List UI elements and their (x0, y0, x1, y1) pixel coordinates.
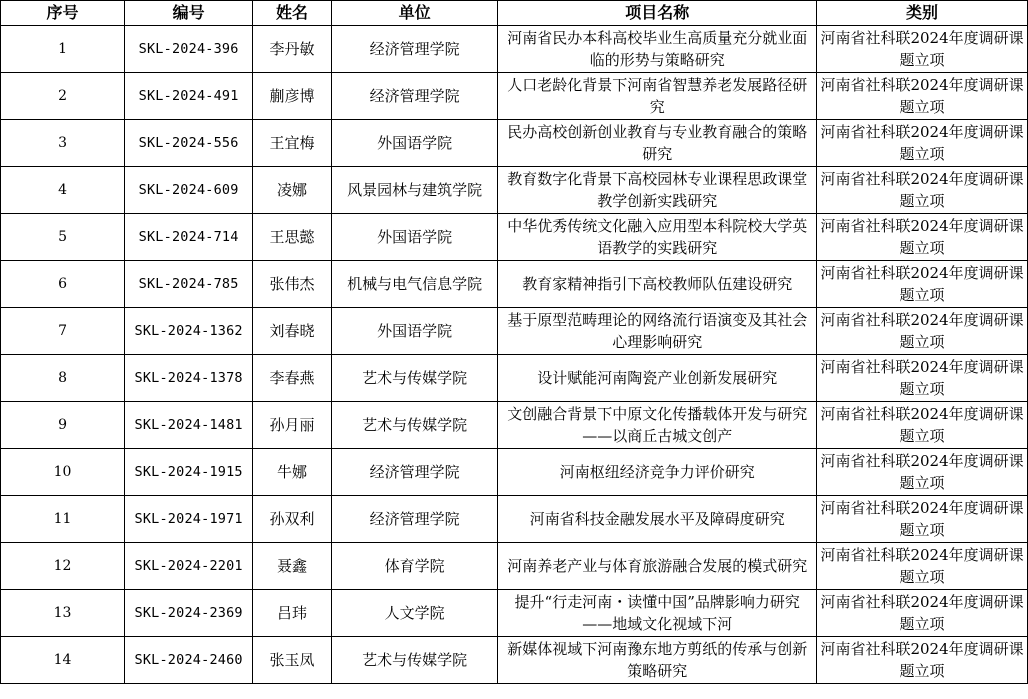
cell-category: 河南省社科联2024年度调研课题立项 (817, 167, 1028, 214)
cell-unit: 风景园林与建筑学院 (331, 167, 497, 214)
cell-unit: 外国语学院 (331, 214, 497, 261)
cell-unit: 艺术与传媒学院 (331, 355, 497, 402)
cell-seq: 5 (1, 214, 125, 261)
cell-project: 设计赋能河南陶瓷产业创新发展研究 (498, 355, 817, 402)
cell-project: 河南省科技金融发展水平及障碍度研究 (498, 496, 817, 543)
table-row (1, 543, 1028, 590)
cell-project: 提升“行走河南・读懂中国”品牌影响力研究——地域文化视域下河 (498, 590, 817, 637)
cell-seq: 12 (1, 543, 125, 590)
cell-name: 孙月丽 (253, 402, 332, 449)
cell-code: SKL-2024-609 (125, 167, 253, 214)
table-row (1, 402, 1028, 449)
cell-unit: 外国语学院 (331, 308, 497, 355)
header-seq: 序号 (1, 1, 125, 26)
cell-project: 中华优秀传统文化融入应用型本科院校大学英语教学的实践研究 (498, 214, 817, 261)
cell-project: 基于原型范畴理论的网络流行语演变及其社会心理影响研究 (498, 308, 817, 355)
cell-code: SKL-2024-491 (125, 73, 253, 120)
cell-category: 河南省社科联2024年度调研课题立项 (817, 402, 1028, 449)
cell-code: SKL-2024-2369 (125, 590, 253, 637)
cell-code: SKL-2024-785 (125, 261, 253, 308)
cell-category: 河南省社科联2024年度调研课题立项 (817, 590, 1028, 637)
cell-category: 河南省社科联2024年度调研课题立项 (817, 26, 1028, 73)
cell-seq: 3 (1, 120, 125, 167)
cell-name: 蒯彦博 (253, 73, 332, 120)
cell-unit: 机械与电气信息学院 (331, 261, 497, 308)
table-row (1, 73, 1028, 120)
cell-code: SKL-2024-1362 (125, 308, 253, 355)
table-header (1, 1, 1028, 26)
cell-seq: 7 (1, 308, 125, 355)
table-row (1, 496, 1028, 543)
cell-name: 张伟杰 (253, 261, 332, 308)
cell-name: 王思懿 (253, 214, 332, 261)
cell-seq: 14 (1, 637, 125, 684)
table-row (1, 214, 1028, 261)
header-code: 编号 (125, 1, 253, 26)
cell-unit: 经济管理学院 (331, 73, 497, 120)
cell-project: 河南省民办本科高校毕业生高质量充分就业面临的形势与策略研究 (498, 26, 817, 73)
cell-name: 李春燕 (253, 355, 332, 402)
cell-seq: 8 (1, 355, 125, 402)
cell-category: 河南省社科联2024年度调研课题立项 (817, 637, 1028, 684)
table-row (1, 590, 1028, 637)
cell-unit: 外国语学院 (331, 120, 497, 167)
table-row (1, 308, 1028, 355)
cell-category: 河南省社科联2024年度调研课题立项 (817, 73, 1028, 120)
cell-category: 河南省社科联2024年度调研课题立项 (817, 120, 1028, 167)
header-row (1, 1, 1028, 26)
cell-name: 孙双利 (253, 496, 332, 543)
cell-category: 河南省社科联2024年度调研课题立项 (817, 214, 1028, 261)
header-name: 姓名 (253, 1, 332, 26)
cell-seq: 11 (1, 496, 125, 543)
cell-name: 张玉凤 (253, 637, 332, 684)
cell-name: 凌娜 (253, 167, 332, 214)
table-row (1, 355, 1028, 402)
cell-unit: 艺术与传媒学院 (331, 637, 497, 684)
cell-seq: 13 (1, 590, 125, 637)
cell-project: 人口老龄化背景下河南省智慧养老发展路径研究 (498, 73, 817, 120)
table-row (1, 120, 1028, 167)
cell-name: 刘春晓 (253, 308, 332, 355)
cell-unit: 经济管理学院 (331, 496, 497, 543)
table-row (1, 167, 1028, 214)
cell-category: 河南省社科联2024年度调研课题立项 (817, 308, 1028, 355)
cell-name: 吕玮 (253, 590, 332, 637)
cell-category: 河南省社科联2024年度调研课题立项 (817, 449, 1028, 496)
cell-category: 河南省社科联2024年度调研课题立项 (817, 543, 1028, 590)
cell-category: 河南省社科联2024年度调研课题立项 (817, 261, 1028, 308)
cell-project: 教育数字化背景下高校园林专业课程思政课堂教学创新实践研究 (498, 167, 817, 214)
cell-project: 教育家精神指引下高校教师队伍建设研究 (498, 261, 817, 308)
cell-project: 文创融合背景下中原文化传播载体开发与研究——以商丘古城文创产 (498, 402, 817, 449)
cell-category: 河南省社科联2024年度调研课题立项 (817, 355, 1028, 402)
cell-seq: 4 (1, 167, 125, 214)
cell-code: SKL-2024-396 (125, 26, 253, 73)
cell-project: 河南养老产业与体育旅游融合发展的模式研究 (498, 543, 817, 590)
cell-unit: 艺术与传媒学院 (331, 402, 497, 449)
cell-name: 牛娜 (253, 449, 332, 496)
header-project: 项目名称 (498, 1, 817, 26)
cell-project: 民办高校创新创业教育与专业教育融合的策略研究 (498, 120, 817, 167)
table-row (1, 449, 1028, 496)
table-row (1, 26, 1028, 73)
cell-seq: 2 (1, 73, 125, 120)
cell-code: SKL-2024-2201 (125, 543, 253, 590)
cell-category: 河南省社科联2024年度调研课题立项 (817, 496, 1028, 543)
cell-unit: 经济管理学院 (331, 26, 497, 73)
cell-name: 聂鑫 (253, 543, 332, 590)
cell-project: 新媒体视域下河南豫东地方剪纸的传承与创新策略研究 (498, 637, 817, 684)
table-row (1, 261, 1028, 308)
cell-code: SKL-2024-1915 (125, 449, 253, 496)
cell-code: SKL-2024-714 (125, 214, 253, 261)
cell-name: 李丹敏 (253, 26, 332, 73)
cell-name: 王宜梅 (253, 120, 332, 167)
cell-project: 河南枢纽经济竞争力评价研究 (498, 449, 817, 496)
cell-code: SKL-2024-1378 (125, 355, 253, 402)
cell-code: SKL-2024-556 (125, 120, 253, 167)
cell-code: SKL-2024-2460 (125, 637, 253, 684)
cell-seq: 1 (1, 26, 125, 73)
cell-code: SKL-2024-1481 (125, 402, 253, 449)
cell-seq: 6 (1, 261, 125, 308)
cell-seq: 9 (1, 402, 125, 449)
cell-seq: 10 (1, 449, 125, 496)
cell-unit: 体育学院 (331, 543, 497, 590)
cell-unit: 经济管理学院 (331, 449, 497, 496)
table-row (1, 637, 1028, 684)
cell-unit: 人文学院 (331, 590, 497, 637)
header-category: 类别 (817, 1, 1028, 26)
header-unit: 单位 (331, 1, 497, 26)
cell-code: SKL-2024-1971 (125, 496, 253, 543)
table-body (1, 26, 1028, 684)
